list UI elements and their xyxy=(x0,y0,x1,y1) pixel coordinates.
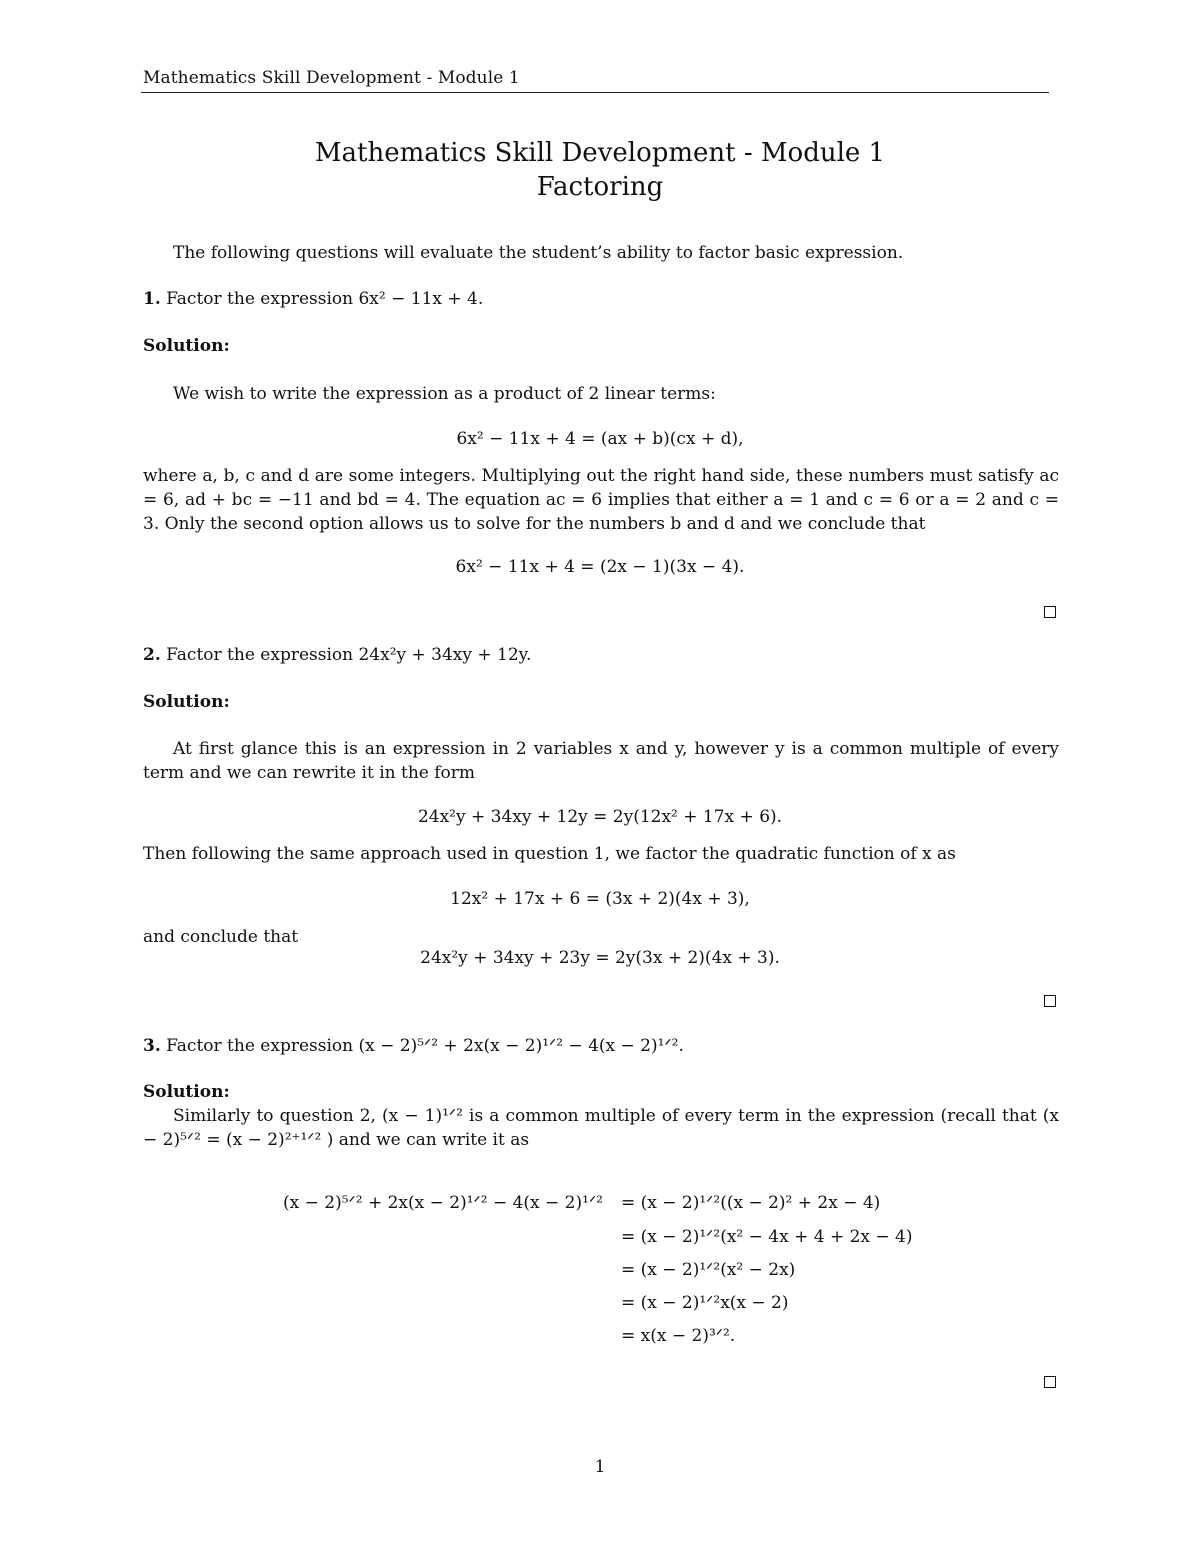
q2-equation2: 12x² + 17x + 6 = (3x + 2)(4x + 3), xyxy=(450,889,750,909)
page-number: 1 xyxy=(594,1457,606,1477)
q2-solution-label: Solution: xyxy=(143,692,230,712)
page-title: Mathematics Skill Development - Module 1 xyxy=(314,138,886,168)
q2-prompt xyxy=(143,643,1059,667)
q2-equation1: 24x²y + 34xy + 12y = 2y(12x² + 17x + 6). xyxy=(417,807,783,827)
q3-align-lhs: (x − 2)⁵ᐟ² + 2x(x − 2)¹ᐟ² − 4(x − 2)¹ᐟ² xyxy=(283,1193,603,1213)
q3-align-rhs-line: = (x − 2)¹ᐟ²(x² − 2x) xyxy=(621,1260,796,1280)
intro-text: The following questions will evaluate the student’s ability to factor basic expression. xyxy=(173,243,904,263)
header-rule xyxy=(141,92,1049,93)
q1-text1: We wish to write the expression as a product of 2 linear terms: xyxy=(173,384,716,404)
q3-text1: Similarly to question 2, (x − 1)¹ᐟ² is a common multiple of every term in the expression (recall that (x − 2)⁵ᐟ² = (x − 2)²⁺¹ᐟ² ) and we can write it as xyxy=(143,1106,1059,1150)
q2-number: 2. xyxy=(143,645,161,665)
q1-equation2: 6x² − 11x + 4 = (2x − 1)(3x − 4). xyxy=(455,557,745,577)
q3-align-rhs-line: = (x − 2)¹ᐟ²(x² − 4x + 4 + 2x − 4) xyxy=(621,1227,913,1247)
q2-qed-box xyxy=(1044,995,1056,1007)
q2-equation3: 24x²y + 34xy + 23y = 2y(3x + 2)(4x + 3). xyxy=(420,948,780,968)
q1-prompt xyxy=(143,287,1059,311)
q3-prompt-text: Factor the expression (x − 2)⁵ᐟ² + 2x(x − 2)¹ᐟ² − 4(x − 2)¹ᐟ². xyxy=(166,1036,684,1056)
q2-text3: and conclude that xyxy=(143,927,299,947)
q3-align-rhs-line: = (x − 2)¹ᐟ²x(x − 2) xyxy=(621,1293,789,1313)
running-head: Mathematics Skill Development - Module 1 xyxy=(143,68,520,88)
q1-equation1: 6x² − 11x + 4 = (ax + b)(cx + d), xyxy=(456,429,744,449)
q1-qed-box xyxy=(1044,606,1056,618)
q3-qed-box xyxy=(1044,1376,1056,1388)
q2-text2: Then following the same approach used in question 1, we factor the quadratic function of x as xyxy=(143,844,956,864)
q1-prompt-text: Factor the expression 6x² − 11x + 4. xyxy=(166,289,484,309)
q3-prompt xyxy=(143,1034,1059,1058)
q1-number: 1. xyxy=(143,289,161,309)
q1-solution-label: Solution: xyxy=(143,336,230,356)
q2-prompt-text: Factor the expression 24x²y + 34xy + 12y. xyxy=(166,645,532,665)
q3-align-rhs-line: = x(x − 2)³ᐟ². xyxy=(621,1326,736,1346)
q3-solution-label: Solution: xyxy=(143,1082,230,1102)
q2-text1: At first glance this is an expression in 2 variables x and y, however y is a common multiple of every term and we can rewrite it in the form xyxy=(143,739,1059,783)
q3-number: 3. xyxy=(143,1036,161,1056)
q1-text2: where a, b, c and d are some integers. Multiplying out the right hand side, these numbers must satisfy ac = 6, ad + bc = −11 and bd = 4. The equation ac = 6 implies that either a = 1 and c = 6 or a = 2 and c = 3. Only the second option allows us to solve for the numbers b and d and we conclude that xyxy=(143,466,1059,534)
q3-align-rhs-line: = (x − 2)¹ᐟ²((x − 2)² + 2x − 4) xyxy=(621,1193,881,1213)
page-subtitle: Factoring xyxy=(536,172,664,202)
